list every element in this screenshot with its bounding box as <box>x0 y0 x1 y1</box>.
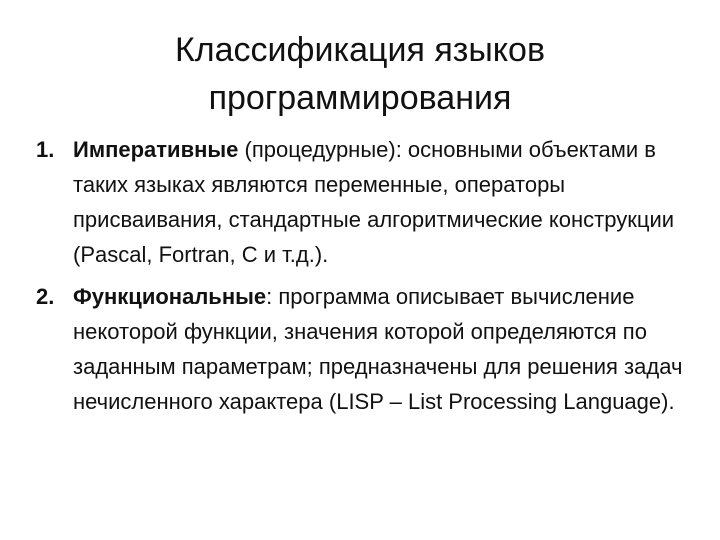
list-item-description: (процедурные): основными объектами в таких языках являются переменные, операторы присваивания, стандартные алгоритмические конструкции (Pascal, Fortran, C и т.д.). <box>73 137 675 267</box>
list-item-imperative <box>36 132 686 272</box>
list-item-functional <box>36 279 686 419</box>
slide-title <box>0 26 720 122</box>
slide-title-line-2: программирования <box>208 79 512 117</box>
list-item-description: : программа описывает вычисление некоторой функции, значения которой определяются по заданным параметрам; предназначены для решения задач нечисленного характера (LISP – List Processing Language). <box>73 284 683 414</box>
slide-title-line-1: Классификация языков <box>174 31 546 69</box>
list-item-term: Императивные <box>73 137 239 162</box>
list-item-number: 2. <box>36 284 55 309</box>
language-classification-list <box>36 132 686 419</box>
list-item-term: Функциональные <box>73 284 267 309</box>
list-item-number: 1. <box>36 137 55 162</box>
